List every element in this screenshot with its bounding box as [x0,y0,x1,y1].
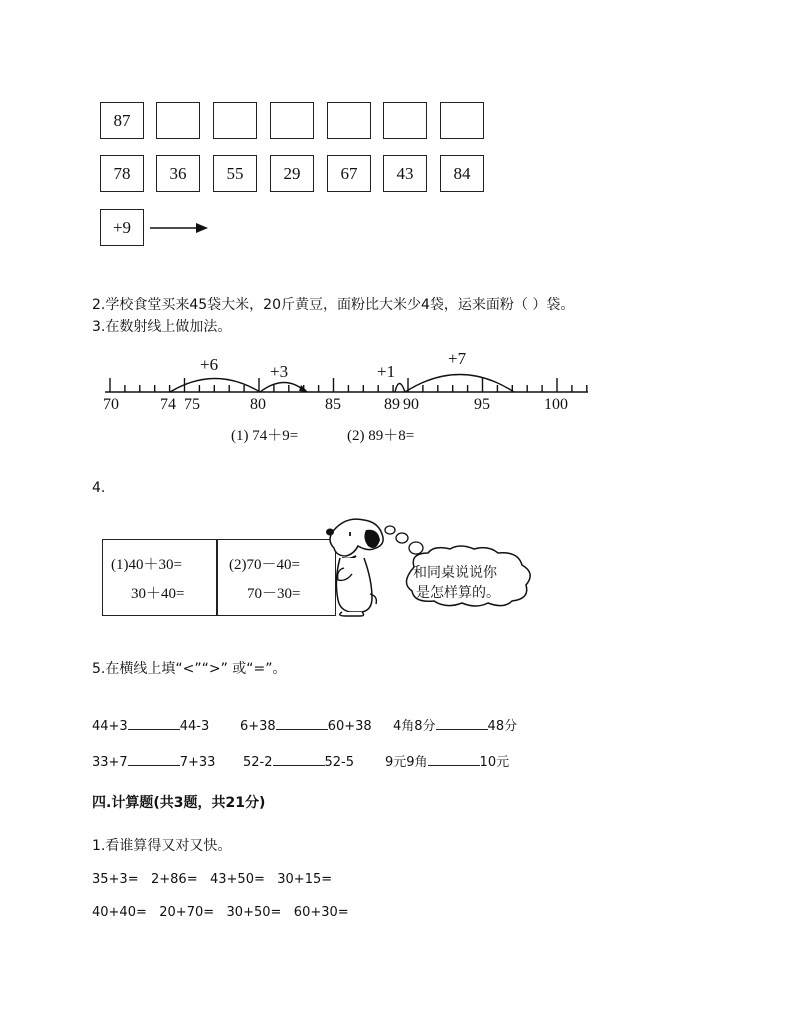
top-cell-2 [156,102,200,139]
compare-left: 52-2 [243,755,273,770]
compare-left: 44+3 [92,719,128,734]
compare-right: 10元 [479,755,510,770]
nl-label-95: 95 [474,396,490,413]
bubble-text-line2: 是怎样算的。 [416,585,500,601]
compare-right: 48分 [487,719,518,734]
compare-right: 60+38 [327,719,372,734]
mid-cell-2: 36 [156,155,200,192]
answer-blank[interactable] [128,751,180,766]
jump-label-plus7: +7 [448,349,467,368]
nl-label-80: 80 [250,396,266,413]
nl-label-70: 70 [103,396,119,413]
nl-label-85: 85 [325,396,341,413]
answer-blank[interactable] [273,751,325,766]
top-cell-6 [383,102,427,139]
calc-row-2: 40+40= 20+70= 30+50= 60+30= [92,905,349,920]
mid-cell-6: 43 [383,155,427,192]
calc-title: 1.看谁算得又对又快。 [92,838,232,854]
compare-item [240,715,372,734]
compare-item [92,751,215,770]
nl-label-90: 90 [403,396,419,413]
jump-label-plus6: +6 [200,355,219,374]
jump-arc-plus1 [395,384,405,393]
q4-cell1-line1: (1)40＋30= [111,557,182,573]
nl-label-89: 89 [384,396,400,413]
top-cell-4 [270,102,314,139]
compare-item [243,751,354,770]
top-cell-3 [213,102,257,139]
problem-2: (2) 89＋8= [347,428,415,444]
question-2: 2.学校食堂买来45袋大米，20斤黄豆，面粉比大米少4袋，运来面粉（ ）袋。 [92,297,575,313]
q4-cell1-line2: 30＋40= [131,586,185,602]
nl-label-100: 100 [544,396,568,413]
compare-left: 6+38 [240,719,276,734]
question-5: 5.在横线上填“<”“>” 或“=”。 [92,661,287,677]
compare-right: 52-5 [324,755,355,770]
compare-right: 44-3 [179,719,210,734]
top-cell-5 [327,102,371,139]
answer-blank[interactable] [436,715,488,730]
answer-blank[interactable] [128,715,180,730]
compare-left: 9元9角 [385,755,428,770]
top-cell-7 [440,102,484,139]
compare-left: 4角8分 [393,719,436,734]
q4-box [102,539,336,616]
question-3: 3.在数射线上做加法。 [92,319,232,335]
question-4-number: 4. [92,480,106,496]
compare-item [92,715,209,734]
answer-blank[interactable] [428,751,480,766]
compare-item [385,751,509,770]
problem-1: (1) 74＋9= [231,428,299,444]
arrow-right-icon [148,220,210,236]
jump-arc-plus3 [260,383,306,393]
bubble-text-line1: 和同桌说说你 [413,565,497,581]
top-cell-1: 87 [100,102,144,139]
mid-cell-7: 84 [440,155,484,192]
section-4-title: 四.计算题(共3题，共21分) [92,795,266,811]
answer-blank[interactable] [276,715,328,730]
mid-cell-3: 55 [213,155,257,192]
compare-left: 33+7 [92,755,128,770]
compare-item [393,715,517,734]
mid-cell-1: 78 [100,155,144,192]
mid-cell-5: 67 [327,155,371,192]
compare-right: 7+33 [179,755,216,770]
q4-cell2-line1: (2)70－40= [229,557,300,573]
jump-label-plus3: +3 [270,362,289,381]
nl-label-75: 75 [184,396,200,413]
operation-cell: +9 [100,209,144,246]
q4-cell2-line2: 70－30= [247,586,301,602]
calc-row-1: 35+3= 2+86= 43+50= 30+15= [92,872,333,887]
jump-label-plus1: +1 [377,362,396,381]
mid-cell-4: 29 [270,155,314,192]
nl-label-74: 74 [160,396,176,413]
